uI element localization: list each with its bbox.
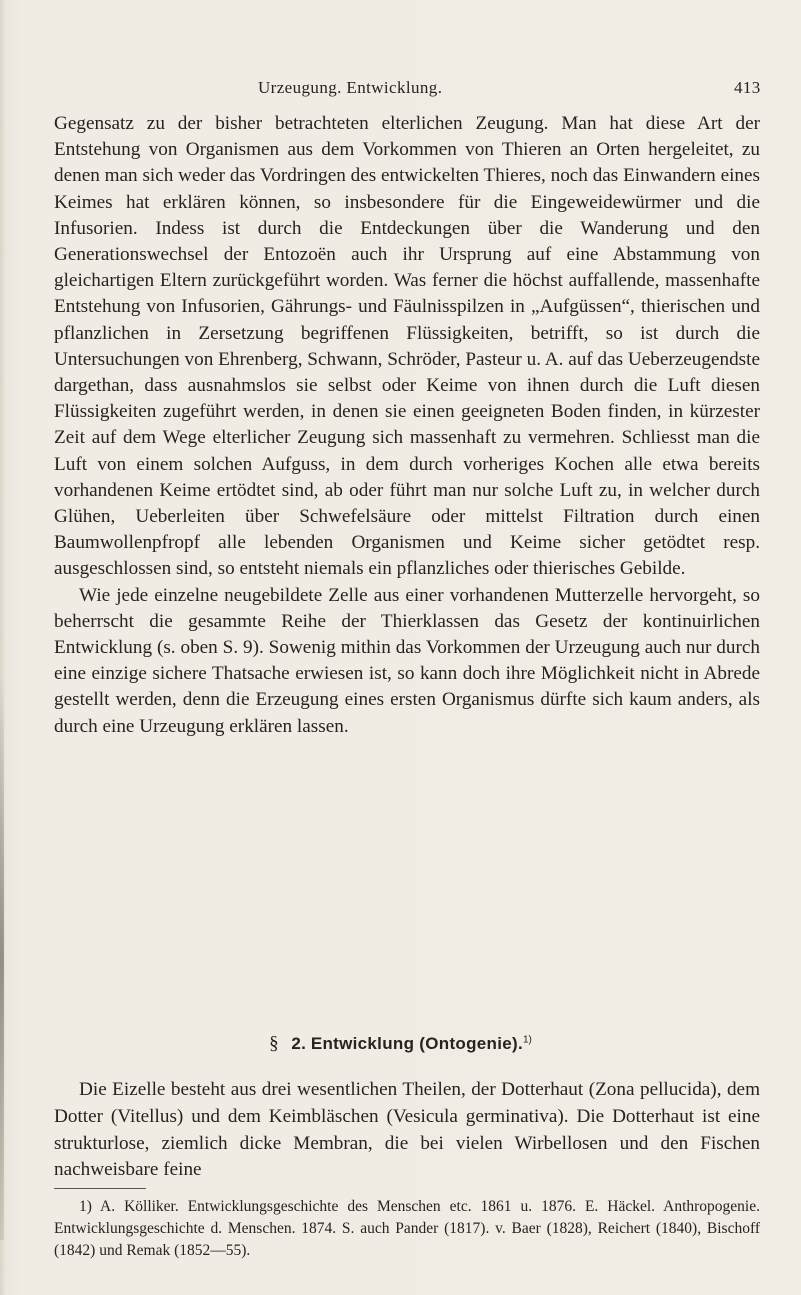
footnote-rule [54, 1188, 146, 1189]
section-text [54, 1077, 760, 1184]
section-paragraph: Die Eizelle besteht aus drei wesentlichen Theilen, der Dotterhaut (Zona pellucida), dem Dotter (Vitellus) und dem Keimbläschen (Vesicula germinativa). Die Dotterhaut ist eine strukturlose, ziemlich dicke Membran, die bei vielen Wirbellosen und den Fischen nachweisbare feine [54, 1079, 760, 1181]
section-title: Entwicklung (Ontogenie). [310, 1034, 523, 1053]
section-number: 2. [291, 1034, 307, 1053]
running-header [0, 78, 801, 102]
footnotes [54, 1196, 760, 1262]
main-text [54, 111, 760, 740]
page-number: 413 [734, 78, 761, 97]
section-heading [0, 1033, 801, 1055]
section-symbol: § [269, 1033, 279, 1054]
paragraph-2: Wie jede einzelne neugebildete Zelle aus einer vorhandenen Mutterzelle hervorgeht, so beherrscht die gesammte Reihe der Thierklassen das Gesetz der kontinuirlichen Entwicklung (s. oben S. 9). Sowenig mithin das Vorkommen der Urzeugung auch nur durch eine einzige sichere Thatsache erwiesen ist, so kann doch ihre Möglichkeit nicht in Abrede gestellt werden, denn die Erzeugung eines ersten Organismus dürfte sich kaum anders, als durch eine Urzeugung erklären lassen. [54, 584, 760, 737]
header-title: Urzeugung. Entwicklung. [258, 78, 443, 97]
footnote-ref: 1) [522, 1034, 532, 1046]
paragraph-1: Gegensatz zu der bisher betrachteten elterlichen Zeugung. Man hat diese Art der Entstehung von Organismen aus dem Vorkommen von Thieren an Orten hergeleitet, zu denen man sich weder das Vordringen des entwickelten Thieres, noch das Einwandern eines Keimes hat erklären können, so insbesondere für die Eingeweidewürmer und die Infusorien. Indess ist durch die Entdeckungen über die Wanderung und den Generationswechsel der Entozoën auch ihr Ursprung auf eine Abstammung von gleichartigen Eltern zurückgeführt worden. Was ferner die höchst auffallende, massenhafte Entstehung von Infusorien, Gährungs- und Fäulnisspilzen in „Aufgüssen“, thierischen und pflanzlichen in Zersetzung begriffenen Flüssigkeiten, betrifft, so ist durch die Untersuchungen von Ehrenberg, Schwann, Schröder, Pasteur u. A. auf das Ueberzeugendste dargethan, dass ausnahmslos sie selbst oder Keime von ihnen durch die Luft diesen Flüssigkeiten zugeführt werden, in denen sie einen geeigneten Boden finden, in kürzester Zeit auf dem Wege elterlicher Zeugung sich massenhaft zu vermehren. Schliesst man die Luft von einem solchen Aufguss, in dem durch vorheriges Kochen alle etwa bereits vorhandenen Keime ertödtet sind, ab oder führt man nur solche Luft zu, in welcher durch Glühen, Ueberleiten über Schwefelsäure oder mittelst Filtration durch einen Baumwollenpfropf alle lebenden Organismen und Keime sicher getödtet resp. ausgeschlossen sind, so entsteht niemals ein pflanzliches oder thierisches Gebilde. [54, 113, 760, 580]
page-edge-shadow [0, 680, 4, 1240]
footnote-1: 1) A. Kölliker. Entwicklungsgeschichte des Menschen etc. 1861 u. 1876. E. Häckel. Anthropogenie. Entwicklungsgeschichte d. Menschen. 1874. S. auch Pander (1817). v. Baer (1828), Reichert (1840), Bischoff (1842) und Remak (1852—55). [54, 1198, 760, 1259]
